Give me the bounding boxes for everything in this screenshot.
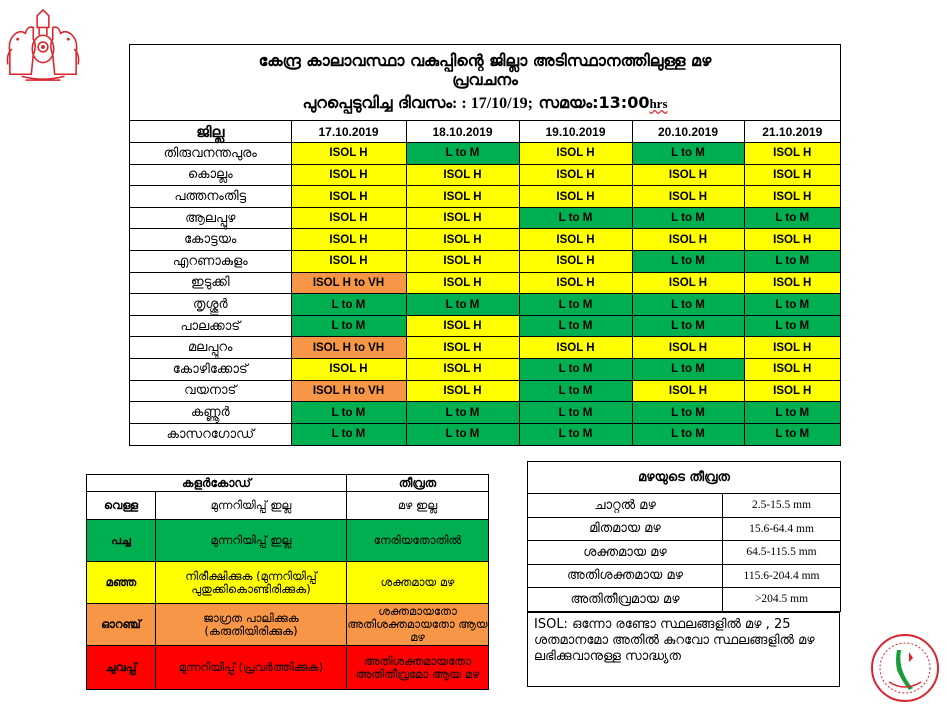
- forecast-cell: ISOL H: [291, 229, 406, 251]
- forecast-cell: ISOL H: [291, 143, 406, 165]
- forecast-title-block: [130, 45, 840, 121]
- forecast-table: [130, 121, 840, 445]
- forecast-cell: ISOL H: [519, 229, 632, 251]
- legend-row: [87, 562, 489, 604]
- legend-color-name: ഓറഞ്ച്: [87, 604, 156, 646]
- forecast-row: [130, 380, 840, 402]
- date-column-header: 18.10.2019: [406, 121, 519, 143]
- forecast-cell: L to M: [744, 402, 840, 424]
- forecast-cell: ISOL H: [291, 207, 406, 229]
- forecast-cell: L to M: [291, 423, 406, 445]
- disaster-authority-logo-icon: [869, 632, 941, 704]
- intensity-label: ശക്തമായ മഴ: [528, 541, 723, 565]
- forecast-cell: ISOL H: [406, 380, 519, 402]
- forecast-cell: L to M: [632, 251, 744, 273]
- forecast-cell: L to M: [519, 315, 632, 337]
- forecast-cell: ISOL H: [291, 251, 406, 273]
- district-name: തിരുവനന്തപുരം: [130, 143, 291, 165]
- forecast-cell: ISOL H: [406, 337, 519, 359]
- legend-alert-text: നിരീക്ഷിക്കുക (മുന്നറിയിപ്പ് പുതുക്കികൊണ്ടിരിക്കുക): [156, 562, 347, 604]
- legend-intensity-header: തീവ്രത: [347, 475, 489, 492]
- forecast-cell: ISOL H: [632, 164, 744, 186]
- forecast-cell: L to M: [406, 143, 519, 165]
- intensity-label: അതിശക്തമായ മഴ: [528, 564, 723, 588]
- district-name: ആലപ്പുഴ: [130, 207, 291, 229]
- forecast-cell: ISOL H: [632, 380, 744, 402]
- forecast-cell: ISOL H: [632, 229, 744, 251]
- forecast-cell: L to M: [291, 294, 406, 316]
- forecast-cell: ISOL H: [406, 164, 519, 186]
- forecast-row: [130, 402, 840, 424]
- district-name: കണ്ണൂർ: [130, 402, 291, 424]
- time-label: സമയം: [538, 93, 593, 112]
- intensity-range: >204.5 mm: [723, 588, 841, 612]
- forecast-cell: L to M: [519, 380, 632, 402]
- forecast-row: [130, 359, 840, 381]
- intensity-title: മഴയുടെ തീവ്രത: [528, 462, 841, 494]
- intensity-range: 115.6-204.4 mm: [723, 564, 841, 588]
- district-name: വയനാട്: [130, 380, 291, 402]
- intensity-row: [528, 541, 841, 565]
- forecast-cell: ISOL H: [632, 272, 744, 294]
- legend-row: [87, 492, 489, 520]
- kerala-emblem-icon: [4, 6, 82, 84]
- legend-alert-text: മുന്നറിയിപ്പ് (പ്രവർത്തിക്കുക): [156, 646, 347, 690]
- district-name: ഇടുക്കി: [130, 272, 291, 294]
- date-column-header: 20.10.2019: [632, 121, 744, 143]
- intensity-header-row: [528, 462, 841, 494]
- district-name: പത്തനംതിട്ട: [130, 186, 291, 208]
- forecast-cell: ISOL H: [632, 337, 744, 359]
- date-column-header: 19.10.2019: [519, 121, 632, 143]
- forecast-row: [130, 207, 840, 229]
- forecast-cell: ISOL H to VH: [291, 380, 406, 402]
- rainfall-intensity-table: [527, 461, 841, 612]
- forecast-cell: L to M: [632, 315, 744, 337]
- forecast-cell: ISOL H: [519, 251, 632, 273]
- intensity-label: അതിതീവ്രമായ മഴ: [528, 588, 723, 612]
- forecast-cell: L to M: [406, 294, 519, 316]
- forecast-cell: ISOL H: [744, 229, 840, 251]
- legend-alert-text: ജാഗ്രത പാലിക്കുക (കരുതിയിരിക്കുക): [156, 604, 347, 646]
- legend-intensity-text: ശക്തമായതോ അതിശക്തമായതോ ആയ മഴ: [347, 604, 488, 644]
- forecast-row: [130, 186, 840, 208]
- forecast-cell: L to M: [744, 251, 840, 273]
- published-label: പുറപ്പെടുവിച്ച ദിവസം: [302, 93, 453, 112]
- forecast-cell: ISOL H: [744, 143, 840, 165]
- district-name: കാസറഗോഡ്: [130, 423, 291, 445]
- intensity-row: [528, 588, 841, 612]
- forecast-cell: ISOL H: [406, 359, 519, 381]
- forecast-cell: L to M: [632, 294, 744, 316]
- forecast-cell: L to M: [632, 143, 744, 165]
- forecast-cell: ISOL H: [744, 186, 840, 208]
- intensity-row: [528, 494, 841, 518]
- forecast-cell: ISOL H: [406, 207, 519, 229]
- forecast-cell: L to M: [632, 402, 744, 424]
- forecast-cell: ISOL H: [744, 380, 840, 402]
- forecast-header-row: [130, 121, 840, 143]
- intensity-row: [528, 517, 841, 541]
- forecast-cell: ISOL H: [291, 186, 406, 208]
- time-value: :13:00: [592, 93, 650, 112]
- forecast-cell: ISOL H: [519, 143, 632, 165]
- forecast-row: [130, 164, 840, 186]
- intensity-row: [528, 564, 841, 588]
- forecast-cell: L to M: [519, 207, 632, 229]
- date-column-header: 17.10.2019: [291, 121, 406, 143]
- forecast-cell: L to M: [519, 402, 632, 424]
- intensity-range: 15.6-64.4 mm: [723, 517, 841, 541]
- forecast-cell: ISOL H to VH: [291, 272, 406, 294]
- forecast-cell: ISOL H: [632, 186, 744, 208]
- intensity-label: ചാറ്റൽ മഴ: [528, 494, 723, 518]
- forecast-cell: L to M: [744, 423, 840, 445]
- forecast-row: [130, 251, 840, 273]
- forecast-cell: L to M: [632, 207, 744, 229]
- forecast-row: [130, 272, 840, 294]
- district-name: മലപ്പുറം: [130, 337, 291, 359]
- legend-alert-text: മുന്നറിയിപ്പ് ഇല്ല: [156, 520, 347, 562]
- forecast-cell: ISOL H: [406, 186, 519, 208]
- forecast-cell: L to M: [519, 294, 632, 316]
- legend-header-row: [87, 475, 489, 492]
- district-name: പാലക്കാട്: [130, 315, 291, 337]
- forecast-panel: [129, 44, 841, 446]
- legend-color-name: പച്ച: [87, 520, 156, 562]
- forecast-cell: L to M: [632, 423, 744, 445]
- forecast-row: [130, 315, 840, 337]
- forecast-cell: ISOL H: [744, 164, 840, 186]
- intensity-label: മിതമായ മഴ: [528, 517, 723, 541]
- color-code-legend: [86, 474, 489, 690]
- forecast-row: [130, 229, 840, 251]
- legend-color-name: വെള്ള: [87, 492, 156, 520]
- forecast-cell: ISOL H: [744, 337, 840, 359]
- forecast-cell: L to M: [744, 207, 840, 229]
- forecast-cell: ISOL H: [406, 315, 519, 337]
- intensity-range: 64.5-115.5 mm: [723, 541, 841, 565]
- page-title: കേന്ദ്ര കാലാവസ്ഥാ വകുപ്പിന്റെ ജില്ലാ അടിസ്ഥാനത്തിലുള്ള മഴ: [258, 51, 712, 70]
- page-title-continued: പ്രവചനം: [452, 70, 518, 89]
- legend-color-name: മഞ്ഞ: [87, 562, 156, 604]
- forecast-cell: ISOL H: [744, 272, 840, 294]
- forecast-cell: ISOL H: [406, 251, 519, 273]
- date-column-header: 21.10.2019: [744, 121, 840, 143]
- forecast-cell: ISOL H: [406, 272, 519, 294]
- district-name: കോട്ടയം: [130, 229, 291, 251]
- forecast-cell: ISOL H: [291, 359, 406, 381]
- district-name: തൃശ്ശൂർ: [130, 294, 291, 316]
- forecast-cell: L to M: [406, 402, 519, 424]
- isol-note: ISOL: ഒന്നോ രണ്ടോ സ്ഥലങ്ങളിൽ മഴ , 25 ശതമാനമോ അതിൽ കുറവോ സ്ഥലങ്ങളിൽ മഴ ലഭിക്കുവാനുള്ള സാദ്ധ്യത: [527, 612, 840, 687]
- forecast-row: [130, 423, 840, 445]
- forecast-cell: ISOL H: [744, 359, 840, 381]
- forecast-cell: L to M: [632, 359, 744, 381]
- published-info: [130, 94, 840, 113]
- legend-row: [87, 646, 489, 690]
- legend-row: [87, 604, 489, 646]
- legend-intensity-text: അതിശക്തമായതോ അതിതീവ്രമോ ആയ മഴ: [347, 646, 489, 690]
- forecast-cell: L to M: [406, 423, 519, 445]
- intensity-range: 2.5-15.5 mm: [723, 494, 841, 518]
- legend-intensity-text: ശക്തമായ മഴ: [347, 562, 489, 604]
- forecast-cell: ISOL H: [519, 186, 632, 208]
- forecast-cell: L to M: [291, 402, 406, 424]
- forecast-row: [130, 143, 840, 165]
- forecast-cell: ISOL H to VH: [291, 337, 406, 359]
- forecast-cell: ISOL H: [519, 272, 632, 294]
- forecast-cell: L to M: [744, 294, 840, 316]
- forecast-cell: ISOL H: [519, 337, 632, 359]
- forecast-cell: ISOL H: [291, 164, 406, 186]
- district-name: എറണാകുളം: [130, 251, 291, 273]
- time-unit: hrs: [649, 96, 668, 111]
- forecast-cell: L to M: [291, 315, 406, 337]
- forecast-cell: L to M: [519, 423, 632, 445]
- forecast-row: [130, 294, 840, 316]
- legend-alert-text: മുന്നറിയിപ്പ് ഇല്ല: [156, 492, 347, 520]
- legend-intensity-text: നേരിയതോതിൽ: [347, 520, 489, 562]
- forecast-cell: ISOL H: [406, 229, 519, 251]
- legend-row: [87, 520, 489, 562]
- legend-color-name: ചുവപ്പ്: [87, 646, 156, 690]
- district-name: കോഴിക്കോട്: [130, 359, 291, 381]
- forecast-cell: L to M: [519, 359, 632, 381]
- district-column-header: ജില്ല: [130, 121, 291, 143]
- legend-intensity-text: മഴ ഇല്ല: [347, 492, 489, 520]
- forecast-row: [130, 337, 840, 359]
- district-name: കൊല്ലം: [130, 164, 291, 186]
- forecast-cell: ISOL H: [519, 164, 632, 186]
- forecast-cell: L to M: [744, 315, 840, 337]
- published-date: : : 17/10/19;: [452, 95, 533, 112]
- legend-color-code-header: കളർകോഡ്: [87, 475, 347, 492]
